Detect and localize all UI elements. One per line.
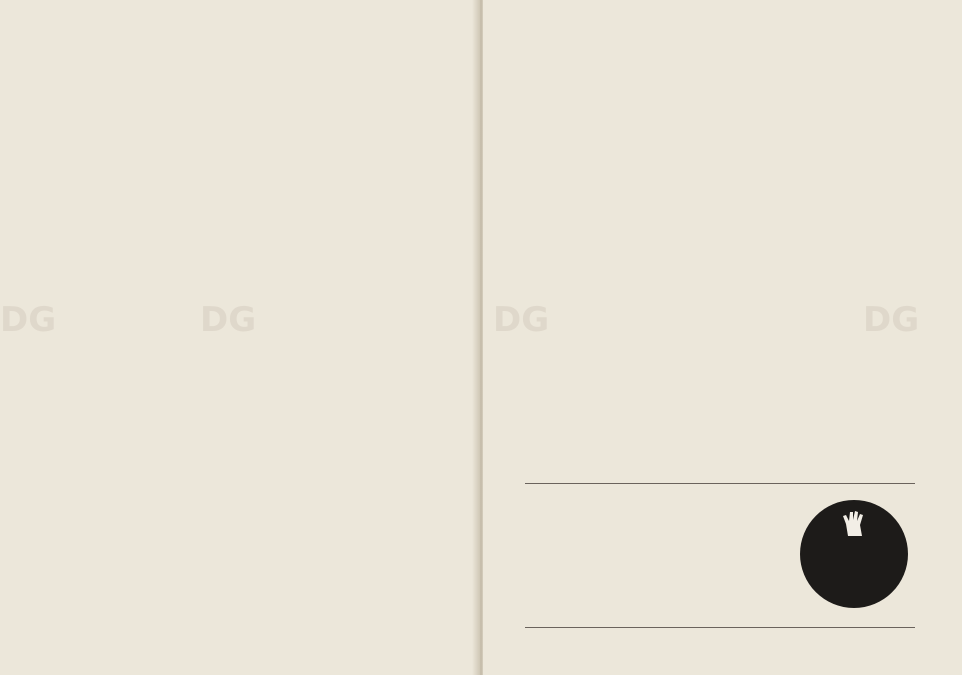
watermark: DG bbox=[493, 300, 550, 340]
ad-top-rule bbox=[525, 483, 915, 484]
left-page bbox=[0, 0, 479, 675]
hand-icon bbox=[838, 508, 870, 538]
watermark: DG bbox=[863, 300, 920, 340]
watermark: DG bbox=[0, 300, 57, 340]
watermark: DG bbox=[200, 300, 257, 340]
kendall-logo bbox=[800, 500, 908, 608]
ad-bottom-rule bbox=[525, 627, 915, 628]
